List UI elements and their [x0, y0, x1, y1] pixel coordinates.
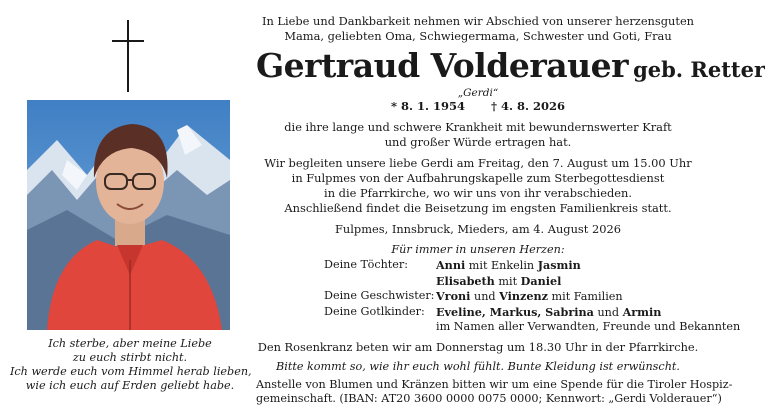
family-row-godchildren: Deine Gotlkinder: Eveline, Markus, Sabrina und Armin — [324, 304, 662, 319]
notice-text — [256, 14, 765, 406]
place-date: Fulpmes, Innsbruck, Mieders, am 4. August 2026 — [335, 222, 621, 236]
cross-icon — [112, 20, 144, 92]
farewell-poem — [10, 337, 250, 393]
poem-line: zu euch stirbt nicht. — [72, 351, 188, 364]
portrait-photo — [27, 100, 230, 330]
illness-text: die ihre lange und schwere Krankheit mit bewundernswerter Kraft und großer Würde ertragen hat. — [284, 120, 672, 149]
rosary-text: Den Rosenkranz beten wir am Donnerstag um 18.30 Uhr in der Pfarrkirche. — [257, 339, 699, 354]
family-list — [256, 258, 741, 335]
poem-line: Ich werde euch vom Himmel herab lieben, — [10, 365, 252, 378]
intro-text: In Liebe und Dankbarkeit nehmen wir Abschied von unserer herzensguten Mama, geliebten Oma, Schwiegermama, Schwester und Goti, Frau — [261, 14, 695, 43]
full-name: Gertraud Volderauer — [256, 46, 628, 85]
family-row-relatives: im Namen aller Verwandten, Freunde und Bekannten — [436, 320, 741, 333]
life-dates — [256, 99, 700, 114]
birth-date: * 8. 1. 1954 — [390, 99, 465, 113]
deceased-name — [256, 46, 765, 92]
forever-heading: Für immer in unseren Herzen: — [391, 243, 565, 256]
donation-text: Anstelle von Blumen und Kränzen bitten wir um eine Spende für die Tiroler Hospiz- gemeinschaft. (IBAN: AT20 3600 0000 0075 0000; Kennwort: „Gerdi Volderauer“) — [256, 377, 733, 405]
nickname: „Gerdi“ — [457, 87, 499, 99]
dress-note: Bitte kommt so, wie ihr euch wohl fühlt. Bunte Kleidung ist erwünscht. — [276, 359, 680, 373]
funeral-text: Wir begleiten unsere liebe Gerdi am Freitag, den 7. August um 15.00 Uhr in Fulpmes von der Aufbahrungskapelle zum Sterbegottesdienst in die Pfarrkirche, wo wir uns von ihr verabschieden. Anschließend findet die Beisetzung im engsten Familienkreis statt. — [264, 156, 692, 215]
maiden-name: geb. Retter — [633, 57, 765, 82]
poem-line: wie ich euch auf Erden geliebt habe. — [25, 379, 235, 392]
family-row-siblings: Deine Geschwister: Vroni und Vinzenz mit Familien — [324, 289, 623, 303]
family-row-daughter2: Elisabeth mit Daniel — [436, 273, 562, 288]
death-date: † 4. 8. 2026 — [491, 99, 566, 113]
family-row-daughters: Deine Töchter: Anni mit Enkelin Jasmin — [324, 258, 581, 272]
poem-line: Ich sterbe, aber meine Liebe — [48, 337, 212, 350]
